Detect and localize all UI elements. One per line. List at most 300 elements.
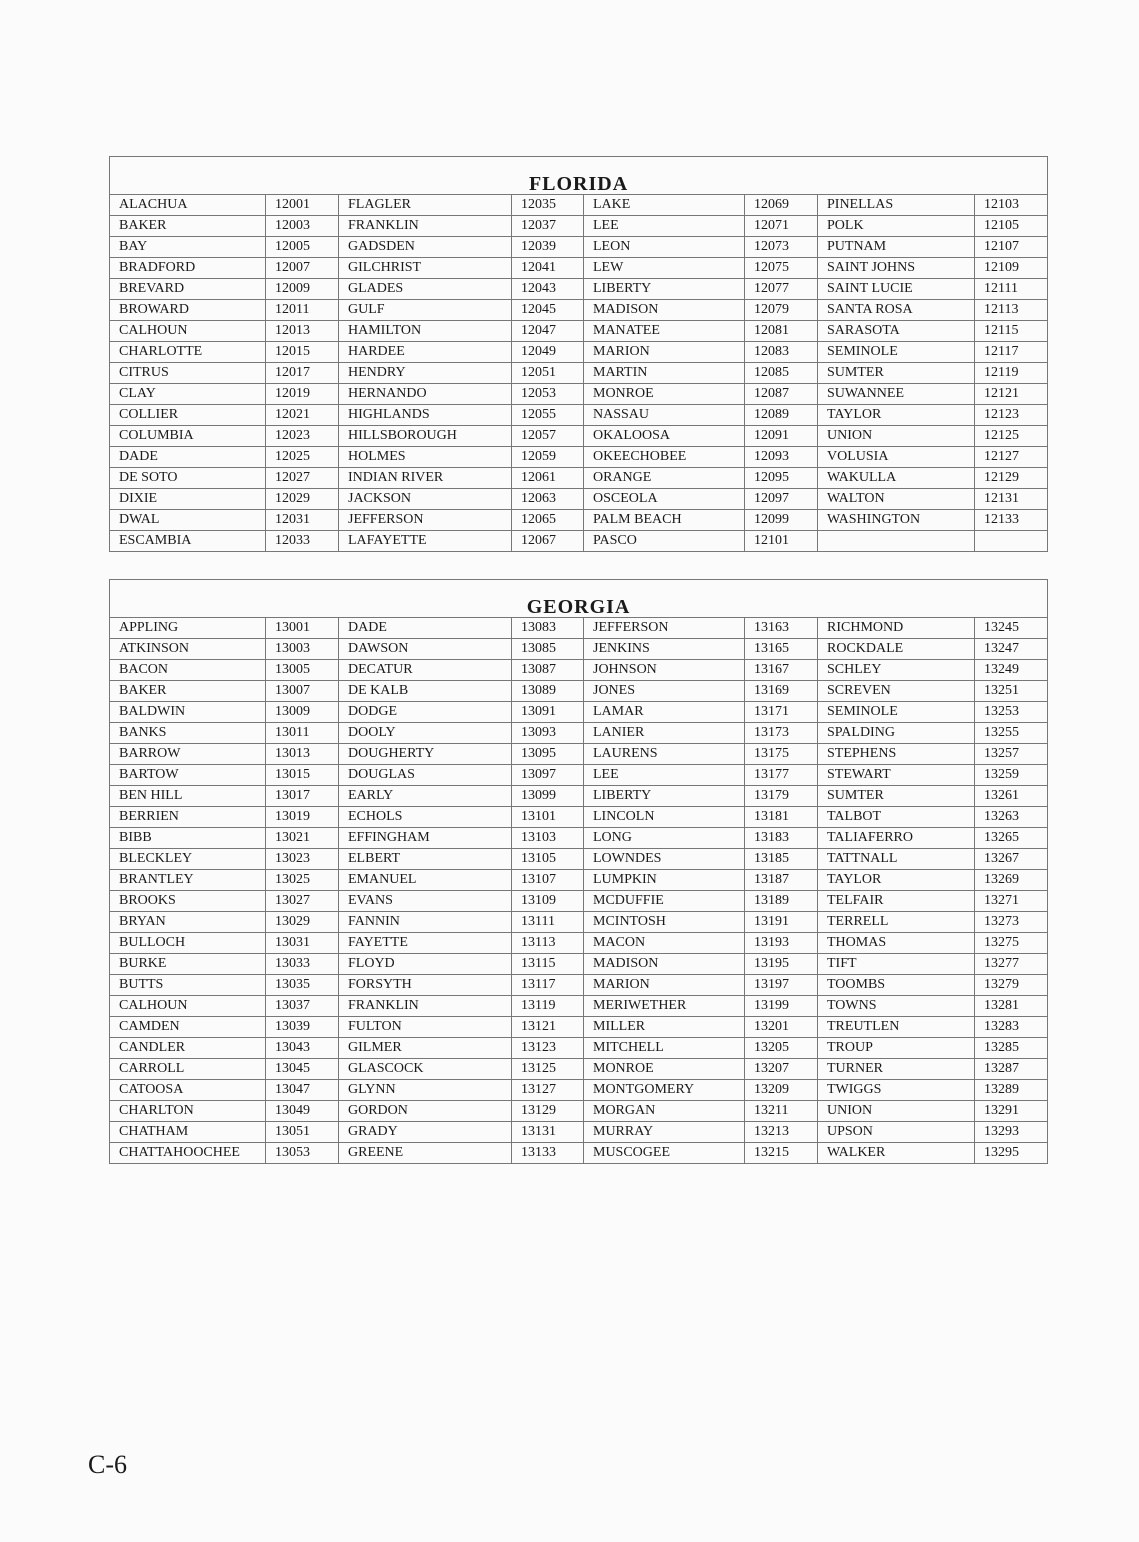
- county-name: ATKINSON: [110, 639, 266, 660]
- fips-code: 12133: [975, 510, 1048, 531]
- fips-code: 12037: [512, 216, 584, 237]
- county-name: BRADFORD: [110, 258, 266, 279]
- county-name: MORGAN: [584, 1101, 745, 1122]
- fips-code: 13209: [745, 1080, 818, 1101]
- fips-code: 13179: [745, 786, 818, 807]
- county-name: BRANTLEY: [110, 870, 266, 891]
- fips-code: 13017: [266, 786, 339, 807]
- table-row: [110, 807, 1048, 828]
- fips-code: 12025: [266, 447, 339, 468]
- fips-code: 12071: [745, 216, 818, 237]
- fips-code: 12041: [512, 258, 584, 279]
- county-name: DODGE: [339, 702, 512, 723]
- fips-code: 13261: [975, 786, 1048, 807]
- fips-code: 13249: [975, 660, 1048, 681]
- county-name: MADISON: [584, 954, 745, 975]
- fips-code: 13189: [745, 891, 818, 912]
- county-name: BAY: [110, 237, 266, 258]
- fips-code: 12033: [266, 531, 339, 552]
- county-name: HAMILTON: [339, 321, 512, 342]
- county-name: BARTOW: [110, 765, 266, 786]
- fips-code: 13107: [512, 870, 584, 891]
- table-row: [110, 912, 1048, 933]
- county-name: BUTTS: [110, 975, 266, 996]
- county-name: WALKER: [818, 1143, 975, 1164]
- fips-code: 13087: [512, 660, 584, 681]
- county-name: CATOOSA: [110, 1080, 266, 1101]
- county-name: GULF: [339, 300, 512, 321]
- county-name: TALIAFERRO: [818, 828, 975, 849]
- county-name: GRADY: [339, 1122, 512, 1143]
- table-row: [110, 384, 1048, 405]
- county-name: OSCEOLA: [584, 489, 745, 510]
- county-name: CANDLER: [110, 1038, 266, 1059]
- county-name: DIXIE: [110, 489, 266, 510]
- county-name: GLYNN: [339, 1080, 512, 1101]
- fips-code: 12017: [266, 363, 339, 384]
- fips-code: 12005: [266, 237, 339, 258]
- county-name: ELBERT: [339, 849, 512, 870]
- county-name: DWAL: [110, 510, 266, 531]
- table-row: [110, 195, 1048, 216]
- fips-code: 13259: [975, 765, 1048, 786]
- county-name: TIFT: [818, 954, 975, 975]
- county-name: INDIAN RIVER: [339, 468, 512, 489]
- county-name: DOUGLAS: [339, 765, 512, 786]
- fips-code: 13287: [975, 1059, 1048, 1080]
- county-name: BIBB: [110, 828, 266, 849]
- fips-code: 13029: [266, 912, 339, 933]
- fips-code: 12013: [266, 321, 339, 342]
- county-name: BURKE: [110, 954, 266, 975]
- fips-code: 12059: [512, 447, 584, 468]
- fips-code: 13245: [975, 618, 1048, 639]
- county-name: WASHINGTON: [818, 510, 975, 531]
- fips-code: 13177: [745, 765, 818, 786]
- fips-code: 12107: [975, 237, 1048, 258]
- county-name: LAKE: [584, 195, 745, 216]
- fips-code: 12077: [745, 279, 818, 300]
- county-name: LEE: [584, 765, 745, 786]
- county-name: LEON: [584, 237, 745, 258]
- fips-code: 13043: [266, 1038, 339, 1059]
- county-name: TATTNALL: [818, 849, 975, 870]
- county-name: SANTA ROSA: [818, 300, 975, 321]
- fips-code: 13133: [512, 1143, 584, 1164]
- fips-code: 12047: [512, 321, 584, 342]
- county-name: JONES: [584, 681, 745, 702]
- county-name: WAKULLA: [818, 468, 975, 489]
- fips-code: 12031: [266, 510, 339, 531]
- county-name: GILMER: [339, 1038, 512, 1059]
- fips-code: 13175: [745, 744, 818, 765]
- fips-code: 13171: [745, 702, 818, 723]
- county-name: BLECKLEY: [110, 849, 266, 870]
- fips-code: 12021: [266, 405, 339, 426]
- table-row: [110, 639, 1048, 660]
- table-row: [110, 975, 1048, 996]
- fips-code: 12081: [745, 321, 818, 342]
- county-name: ROCKDALE: [818, 639, 975, 660]
- table-row: [110, 1122, 1048, 1143]
- county-name: LUMPKIN: [584, 870, 745, 891]
- county-name: LAMAR: [584, 702, 745, 723]
- county-name: CALHOUN: [110, 321, 266, 342]
- county-name: COLLIER: [110, 405, 266, 426]
- table-row: [110, 702, 1048, 723]
- county-name: GREENE: [339, 1143, 512, 1164]
- fips-code: 13181: [745, 807, 818, 828]
- fips-code: 13051: [266, 1122, 339, 1143]
- county-name: TALBOT: [818, 807, 975, 828]
- county-name: DOUGHERTY: [339, 744, 512, 765]
- fips-code: 13115: [512, 954, 584, 975]
- fips-code: 13119: [512, 996, 584, 1017]
- table-row: [110, 786, 1048, 807]
- county-name: CHARLOTTE: [110, 342, 266, 363]
- county-name: CARROLL: [110, 1059, 266, 1080]
- county-name: DE SOTO: [110, 468, 266, 489]
- county-name: MARION: [584, 342, 745, 363]
- fips-code: 13251: [975, 681, 1048, 702]
- fips-code: 13025: [266, 870, 339, 891]
- county-name: STEWART: [818, 765, 975, 786]
- county-name: BAKER: [110, 681, 266, 702]
- fips-code: 13169: [745, 681, 818, 702]
- county-name: HIGHLANDS: [339, 405, 512, 426]
- table-row: [110, 765, 1048, 786]
- fips-code: 13045: [266, 1059, 339, 1080]
- fips-code: 12113: [975, 300, 1048, 321]
- fips-code: 12119: [975, 363, 1048, 384]
- table-row: [110, 342, 1048, 363]
- fips-code: 12043: [512, 279, 584, 300]
- fips-code: 12129: [975, 468, 1048, 489]
- fips-code: 13271: [975, 891, 1048, 912]
- county-name: JOHNSON: [584, 660, 745, 681]
- fips-code: 13255: [975, 723, 1048, 744]
- county-name: THOMAS: [818, 933, 975, 954]
- county-name: SCHLEY: [818, 660, 975, 681]
- fips-code: 13035: [266, 975, 339, 996]
- fips-code: 13131: [512, 1122, 584, 1143]
- fips-code: 12055: [512, 405, 584, 426]
- fips-code: 13173: [745, 723, 818, 744]
- fips-code: 12075: [745, 258, 818, 279]
- fips-code: 13257: [975, 744, 1048, 765]
- table-row: [110, 258, 1048, 279]
- county-name: BULLOCH: [110, 933, 266, 954]
- county-name: BEN HILL: [110, 786, 266, 807]
- county-name: SAINT JOHNS: [818, 258, 975, 279]
- fips-code: 13215: [745, 1143, 818, 1164]
- fips-code: 12003: [266, 216, 339, 237]
- fips-code: 13187: [745, 870, 818, 891]
- fips-code: 12053: [512, 384, 584, 405]
- county-name: HENDRY: [339, 363, 512, 384]
- fips-code: 13201: [745, 1017, 818, 1038]
- county-name: TROUP: [818, 1038, 975, 1059]
- county-name: CAMDEN: [110, 1017, 266, 1038]
- county-name: CALHOUN: [110, 996, 266, 1017]
- fips-code: 13193: [745, 933, 818, 954]
- county-name: MONROE: [584, 384, 745, 405]
- county-name: SUWANNEE: [818, 384, 975, 405]
- county-name: SUMTER: [818, 786, 975, 807]
- fips-code: 13277: [975, 954, 1048, 975]
- county-name: DADE: [339, 618, 512, 639]
- table-row: [110, 996, 1048, 1017]
- fips-code: 12087: [745, 384, 818, 405]
- fips-code: 12131: [975, 489, 1048, 510]
- fips-code: 13263: [975, 807, 1048, 828]
- georgia-table: [109, 579, 1048, 1164]
- fips-code: 13165: [745, 639, 818, 660]
- fips-code: 13083: [512, 618, 584, 639]
- county-name: SAINT LUCIE: [818, 279, 975, 300]
- county-name: TERRELL: [818, 912, 975, 933]
- fips-code: 13279: [975, 975, 1048, 996]
- county-name: DECATUR: [339, 660, 512, 681]
- fips-code: 13095: [512, 744, 584, 765]
- table-row: [110, 468, 1048, 489]
- fips-code: 13191: [745, 912, 818, 933]
- fips-code: 13093: [512, 723, 584, 744]
- fips-code: 13283: [975, 1017, 1048, 1038]
- county-name: GILCHRIST: [339, 258, 512, 279]
- fips-code: 13205: [745, 1038, 818, 1059]
- fips-code: 13121: [512, 1017, 584, 1038]
- county-name: TWIGGS: [818, 1080, 975, 1101]
- fips-code: 13037: [266, 996, 339, 1017]
- county-name: FANNIN: [339, 912, 512, 933]
- table-row: [110, 510, 1048, 531]
- county-name: MONTGOMERY: [584, 1080, 745, 1101]
- fips-code: 12089: [745, 405, 818, 426]
- county-name: GADSDEN: [339, 237, 512, 258]
- fips-code: 13211: [745, 1101, 818, 1122]
- county-name: PALM BEACH: [584, 510, 745, 531]
- county-name: BANKS: [110, 723, 266, 744]
- fips-code: 13007: [266, 681, 339, 702]
- county-name: BACON: [110, 660, 266, 681]
- fips-code: 13091: [512, 702, 584, 723]
- fips-code: 13125: [512, 1059, 584, 1080]
- table-row: [110, 531, 1048, 552]
- county-name: TELFAIR: [818, 891, 975, 912]
- table-row: [110, 1059, 1048, 1080]
- table-row: [110, 300, 1048, 321]
- table-row: [110, 237, 1048, 258]
- county-name: ESCAMBIA: [110, 531, 266, 552]
- county-name: VOLUSIA: [818, 447, 975, 468]
- fips-code: 13123: [512, 1038, 584, 1059]
- fips-code: 13289: [975, 1080, 1048, 1101]
- county-name: JENKINS: [584, 639, 745, 660]
- county-name: MCDUFFIE: [584, 891, 745, 912]
- county-name: MARTIN: [584, 363, 745, 384]
- county-name: LOWNDES: [584, 849, 745, 870]
- fips-code: 12127: [975, 447, 1048, 468]
- fips-code: 12049: [512, 342, 584, 363]
- table-row: [110, 828, 1048, 849]
- fips-code: 13009: [266, 702, 339, 723]
- fips-code: 13275: [975, 933, 1048, 954]
- table-row: [110, 1017, 1048, 1038]
- county-name: SCREVEN: [818, 681, 975, 702]
- county-name: SUMTER: [818, 363, 975, 384]
- fips-code: 12027: [266, 468, 339, 489]
- table-row: [110, 1143, 1048, 1164]
- table-row: [110, 618, 1048, 639]
- county-name: POLK: [818, 216, 975, 237]
- fips-code: 12093: [745, 447, 818, 468]
- county-name: FLAGLER: [339, 195, 512, 216]
- county-name: UPSON: [818, 1122, 975, 1143]
- county-name: GORDON: [339, 1101, 512, 1122]
- georgia-title: GEORGIA: [110, 580, 1048, 618]
- county-name: TOWNS: [818, 996, 975, 1017]
- fips-code: 12103: [975, 195, 1048, 216]
- county-name: APPLING: [110, 618, 266, 639]
- fips-code: 12029: [266, 489, 339, 510]
- fips-code: 12045: [512, 300, 584, 321]
- county-name: BARROW: [110, 744, 266, 765]
- county-name: LAURENS: [584, 744, 745, 765]
- county-name: NASSAU: [584, 405, 745, 426]
- table-row: [110, 954, 1048, 975]
- fips-code: 12015: [266, 342, 339, 363]
- fips-code: 13097: [512, 765, 584, 786]
- county-name: MARION: [584, 975, 745, 996]
- fips-code: 12039: [512, 237, 584, 258]
- florida-title: FLORIDA: [110, 157, 1048, 195]
- fips-code: 13253: [975, 702, 1048, 723]
- fips-code: 12117: [975, 342, 1048, 363]
- county-name: PUTNAM: [818, 237, 975, 258]
- fips-code: [975, 531, 1048, 552]
- county-name: FRANKLIN: [339, 996, 512, 1017]
- county-name: GLADES: [339, 279, 512, 300]
- county-name: LEE: [584, 216, 745, 237]
- county-name: LIBERTY: [584, 279, 745, 300]
- county-name: MCINTOSH: [584, 912, 745, 933]
- county-name: TURNER: [818, 1059, 975, 1080]
- fips-code: 12007: [266, 258, 339, 279]
- georgia-body: [110, 580, 1048, 1164]
- fips-code: 13101: [512, 807, 584, 828]
- fips-code: 13265: [975, 828, 1048, 849]
- county-name: MERIWETHER: [584, 996, 745, 1017]
- county-name: COLUMBIA: [110, 426, 266, 447]
- county-name: [818, 531, 975, 552]
- county-name: OKALOOSA: [584, 426, 745, 447]
- county-name: MADISON: [584, 300, 745, 321]
- fips-code: 13027: [266, 891, 339, 912]
- county-name: OKEECHOBEE: [584, 447, 745, 468]
- fips-code: 13005: [266, 660, 339, 681]
- fips-code: 13001: [266, 618, 339, 639]
- county-name: EARLY: [339, 786, 512, 807]
- county-name: MITCHELL: [584, 1038, 745, 1059]
- county-name: TAYLOR: [818, 405, 975, 426]
- table-row: [110, 1080, 1048, 1101]
- county-name: FULTON: [339, 1017, 512, 1038]
- fips-code: 12085: [745, 363, 818, 384]
- fips-code: 13099: [512, 786, 584, 807]
- county-name: TAYLOR: [818, 870, 975, 891]
- county-name: HERNANDO: [339, 384, 512, 405]
- fips-code: 12011: [266, 300, 339, 321]
- county-name: CITRUS: [110, 363, 266, 384]
- fips-code: 12019: [266, 384, 339, 405]
- table-row: [110, 279, 1048, 300]
- fips-code: 12097: [745, 489, 818, 510]
- county-name: FLOYD: [339, 954, 512, 975]
- fips-code: 13021: [266, 828, 339, 849]
- fips-code: 13185: [745, 849, 818, 870]
- fips-code: 12111: [975, 279, 1048, 300]
- table-row: [110, 849, 1048, 870]
- fips-code: 13113: [512, 933, 584, 954]
- table-row: [110, 723, 1048, 744]
- county-name: LANIER: [584, 723, 745, 744]
- fips-code: 13013: [266, 744, 339, 765]
- fips-code: 13213: [745, 1122, 818, 1143]
- fips-code: 12091: [745, 426, 818, 447]
- county-name: HOLMES: [339, 447, 512, 468]
- county-name: WALTON: [818, 489, 975, 510]
- fips-code: 12057: [512, 426, 584, 447]
- fips-code: 12083: [745, 342, 818, 363]
- county-name: CHATHAM: [110, 1122, 266, 1143]
- fips-code: 13167: [745, 660, 818, 681]
- fips-code: 13291: [975, 1101, 1048, 1122]
- county-name: MUSCOGEE: [584, 1143, 745, 1164]
- fips-code: 12125: [975, 426, 1048, 447]
- fips-code: 13295: [975, 1143, 1048, 1164]
- fips-code: 13247: [975, 639, 1048, 660]
- county-name: PASCO: [584, 531, 745, 552]
- county-name: TOOMBS: [818, 975, 975, 996]
- fips-code: 13085: [512, 639, 584, 660]
- fips-code: 12063: [512, 489, 584, 510]
- fips-code: 12051: [512, 363, 584, 384]
- florida-table: [109, 156, 1048, 552]
- florida-body: [110, 157, 1048, 552]
- fips-code: 13033: [266, 954, 339, 975]
- fips-code: 13109: [512, 891, 584, 912]
- fips-code: 13183: [745, 828, 818, 849]
- county-name: DOOLY: [339, 723, 512, 744]
- fips-code: 12069: [745, 195, 818, 216]
- fips-code: 13269: [975, 870, 1048, 891]
- fips-code: 13163: [745, 618, 818, 639]
- county-name: BROOKS: [110, 891, 266, 912]
- county-name: LEW: [584, 258, 745, 279]
- county-name: BERRIEN: [110, 807, 266, 828]
- county-name: SEMINOLE: [818, 702, 975, 723]
- fips-code: 13199: [745, 996, 818, 1017]
- county-name: FRANKLIN: [339, 216, 512, 237]
- fips-code: 12073: [745, 237, 818, 258]
- fips-code: 12065: [512, 510, 584, 531]
- fips-code: 13195: [745, 954, 818, 975]
- table-row: [110, 1038, 1048, 1059]
- county-name: DE KALB: [339, 681, 512, 702]
- table-row: [110, 321, 1048, 342]
- table-row: [110, 426, 1048, 447]
